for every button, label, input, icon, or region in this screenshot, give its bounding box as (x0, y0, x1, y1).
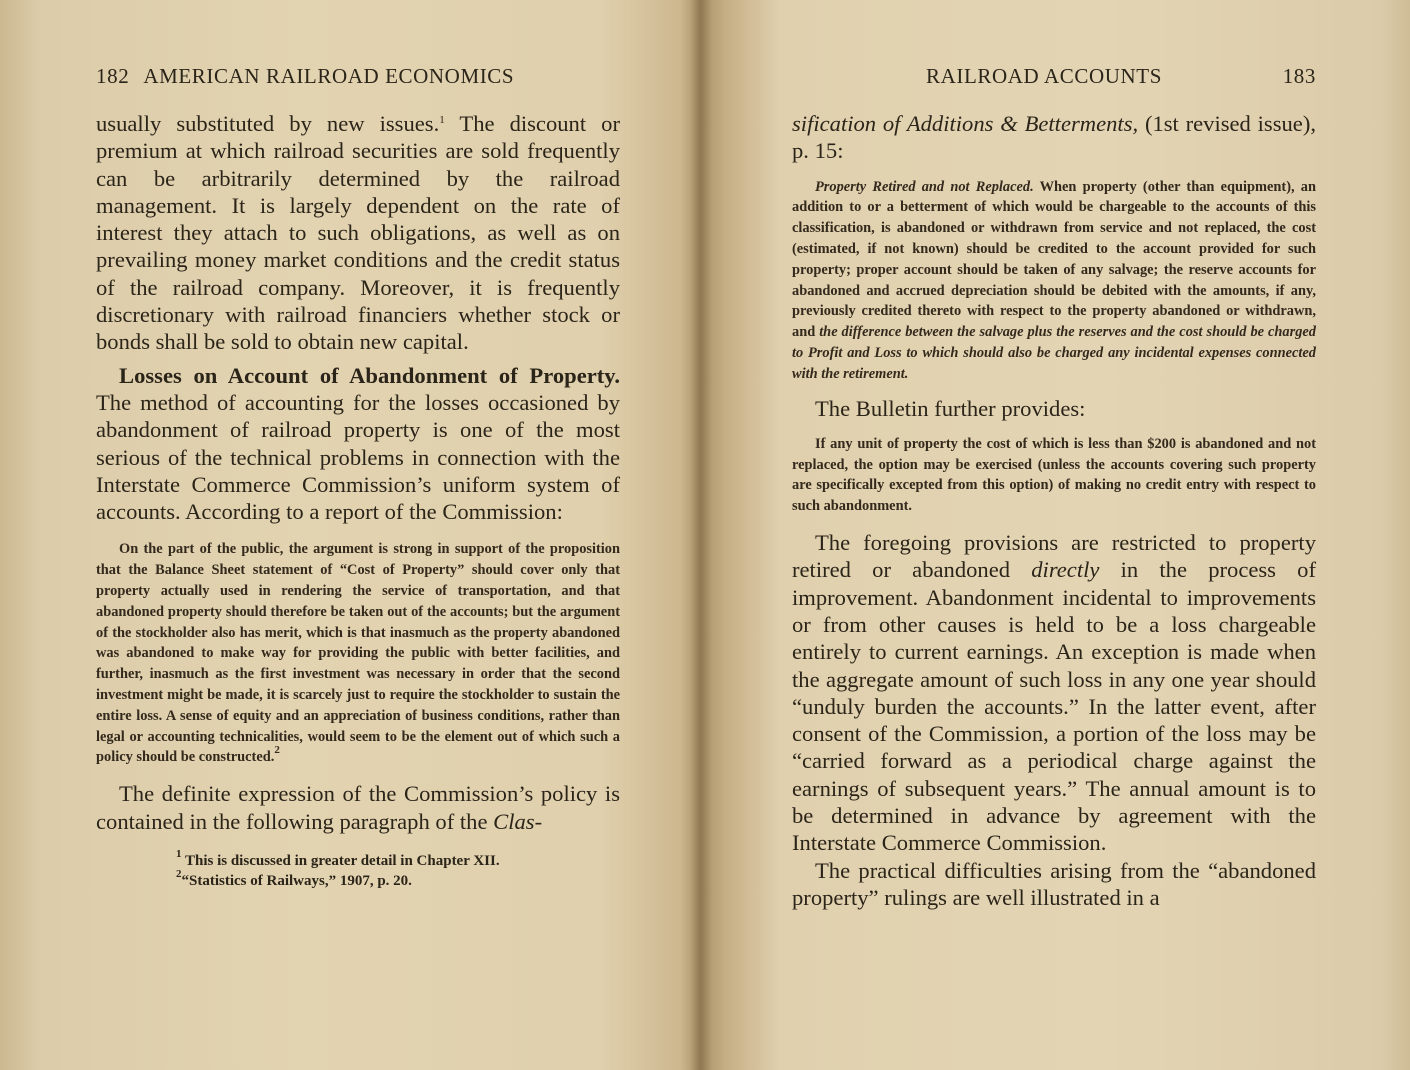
footnote-2: $^2$“Statistics of Railways,” 1907, p. 20. (176, 868, 412, 890)
left-page-number: 182 (96, 64, 130, 88)
left-paragraph-2: Losses on Account of Abandonment of Property. The method of accounting for the losses occasioned by abandonment of railroad property is one of the most serious of the technical problems in connection with the Interstate Commerce Commission’s uniform system of accounts. According to a report of the Commission: (96, 362, 620, 525)
left-body (96, 110, 620, 835)
right-paragraph-3: The foregoing provisions are restricted to property retired or abandoned directly in the process of improvement. Abandonment incidental to improvements or from other causes is held to be a loss chargeable entirely to current earnings. An exception is made when the aggregate amount of such loss in any one year should “unduly burden the accounts.” In the latter event, after consent of the Commission, a portion of the loss may be “carried forward as a periodical charge against the earnings of subsequent years.” The annual amount is to be determined in advance by agreement with the Interstate Commerce Commission. (792, 530, 1316, 856)
right-paragraph-4: The practical difficulties arising from the “abandoned property” rulings are well illustrated in a (792, 857, 1316, 910)
footnote-ref-1: 1 (439, 114, 445, 126)
book-gutter (690, 0, 712, 1070)
right-paragraph-1: sification of Additions & Betterments, (1st revised issue), p. 15: (792, 111, 1316, 164)
left-block-quote: On the part of the public, the argument is strong in support of the proposition that the Balance Sheet statement of “Cost of Property” should cover only that property actually used in rendering the service of transportation, and that abandoned property should therefore be taken out of the accounts; but the argument of the stockholder also has merit, which is that inasmuch as the property abandoned was abandoned to make way for providing the public with better facilities, and further, inasmuch as the first investment was necessary in order that the second investment might be made, it is scarcely just to require the stockholder to sustain the entire loss. A sense of equity and an appreciation of business conditions, rather than legal or accounting technicalities, would seem to be the element out of which such a policy should be constructed.$^2$ (96, 541, 620, 766)
left-page (96, 64, 620, 892)
section-heading: Losses on Account of Abandonment of Property. (119, 362, 620, 388)
left-running-head (96, 64, 620, 98)
right-block-quote-2: If any unit of property the cost of which is less than $200 is abandoned and not replaced, the option may be exercised (unless the accounts covering such property are specifically excepted from this option) of making no credit entry with respect to such abandonment. (792, 435, 1316, 515)
right-running-title: RAILROAD ACCOUNTS (926, 64, 1162, 88)
left-footnotes (176, 847, 620, 892)
right-page (792, 64, 1316, 911)
left-running-title: AMERICAN RAILROAD ECONOMICS (143, 64, 515, 88)
left-paragraph-1: usually substituted by new issues.$^1$ The discount or premium at which railroad securities are sold frequently can be arbitrarily determined by the railroad management. It is largely dependent on the rate of interest they attach to such obligations, as well as on prevailing money market conditions and the credit status of the railroad company. Moreover, it is frequently discretionary with railroad financiers whether stock or bonds shall be sold to obtain new capital. (96, 111, 621, 355)
left-paragraph-3: The definite expression of the Commission’s policy is contained in the following paragraph of the Clas- (96, 781, 620, 834)
right-page-number: 183 (1282, 64, 1316, 88)
right-paragraph-2: The Bulletin further provides: (815, 395, 1086, 421)
right-body (792, 110, 1316, 911)
right-running-head (792, 64, 1316, 98)
footnote-1: $^1$ This is discussed in greater detail in Chapter XII. (176, 847, 500, 869)
footnote-ref-2: 2 (274, 744, 280, 757)
right-block-quote-1: Property Retired and not Replaced. When property (other than equipment), an addition to or a betterment of which would be chargeable to the accounts of this classification, is abandoned or withdrawn from service and not replaced, the cost (estimated, if not known) should be credited to the account provided for such property; proper account should be taken of any salvage; the reserve accounts for abandoned and accrued depreciation should be debited with the amounts, if any, previously credited thereto with respect to the property abandoned or withdrawn, and the difference between the salvage plus the reserves and the cost should be charged to Profit and Loss to which should also be charged any incidental expenses connected with the retirement. (792, 178, 1316, 382)
